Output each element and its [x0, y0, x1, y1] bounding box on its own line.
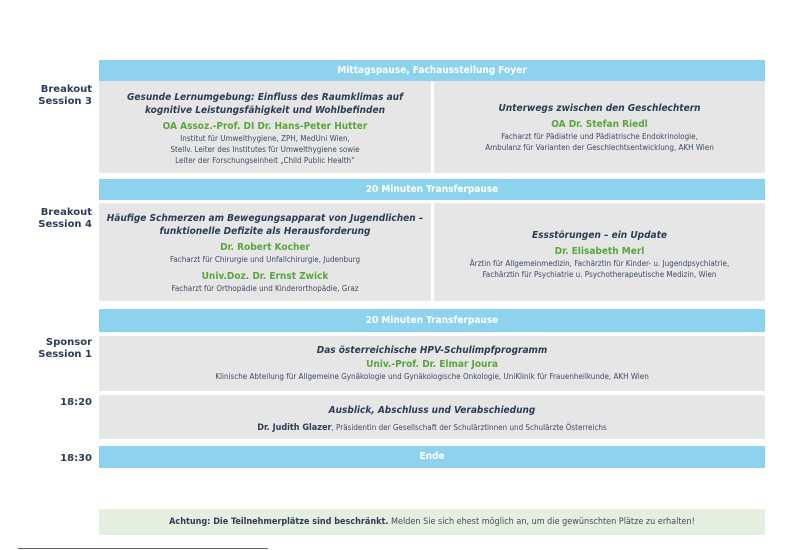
session3-left-description: Institut für Umwelthygiene, ZPH, MedUni Wien, Stellv. Leiter des Institutes für Umwelthygiene sowie Leiter der Forschungseinheit „Child Public Health“: [170, 134, 360, 165]
session3-right-cell: [434, 81, 765, 173]
sponsor-cell: [99, 336, 765, 391]
sponsor-description: Klinische Abteilung für Allgemeine Gynäkologie und Gynäkologische Onkologie, UniKlinik für Frauenheilkunde, AKH Wien: [215, 372, 649, 381]
session4-right-speaker: Dr. Elisabeth Merl: [554, 246, 645, 257]
lunch-break-label: Mittagspause, Fachausstellung Foyer: [337, 65, 527, 76]
session3-left-title: Gesunde Lernumgebung: Einfluss des Raumklimas auf kognitive Leistungsfähigkeit und Wohlbefinden: [127, 92, 403, 116]
session4-left-title: Häufige Schmerzen am Bewegungsapparat von Jugendlichen – funktionelle Defizite als Herausforderung: [106, 213, 424, 237]
session4-left-cell: [99, 203, 431, 301]
session3-right-title: Unterwegs zwischen den Geschlechtern: [498, 103, 701, 114]
registration-notice: [99, 509, 765, 535]
lunch-break-bar: [99, 60, 765, 81]
notice-bold-text: Achtung: Die Teilnehmerplätze sind beschränkt.: [169, 517, 389, 527]
session3-label: Breakout Session 3: [38, 84, 92, 107]
closing-description: , Präsidentin der Gesellschaft der Schulärztinnen und Schulärzte Österreichs: [331, 423, 607, 432]
time-1830: 18:30: [60, 453, 92, 464]
sponsor-title: Das österreichische HPV-Schulimpfprogramm: [316, 345, 548, 356]
session4-left-speaker-1: Dr. Robert Kocher: [220, 242, 310, 253]
session3-right-description: Facharzt für Pädiatrie und Pädiatrische Endokrinologie, Ambulanz für Varianten der Geschlechtsentwicklung, AKH Wien: [485, 132, 714, 152]
transfer-break-bar-1: [99, 179, 765, 200]
session4-left-description-2: Facharzt für Orthopädie und Kinderorthopädie, Graz: [171, 284, 359, 293]
bottom-divider: [18, 548, 268, 549]
session4-right-cell: [434, 203, 765, 301]
session4-right-description: Ärztin für Allgemeinmedizin, Fachärztin für Kinder- u. Jugendpsychiatrie, Fachärztin für Psychiatrie u. Psychotherapeutische Medizin, Wien: [469, 259, 730, 279]
closing-cell: [99, 395, 765, 439]
transfer-break-label-1: 20 Minuten Transferpause: [365, 184, 499, 195]
session4-left-speaker-2: Univ.Doz. Dr. Ernst Zwick: [201, 271, 329, 282]
end-label: Ende: [419, 451, 445, 462]
session3-left-speaker: OA Assoz.-Prof. DI Dr. Hans-Peter Hutter: [162, 121, 368, 132]
transfer-break-label-2: 20 Minuten Transferpause: [365, 315, 499, 326]
transfer-break-bar-2: [99, 309, 765, 332]
end-bar: [99, 446, 765, 468]
session4-left-description-1: Facharzt für Chirurgie und Unfallchirurgie, Judenburg: [169, 255, 361, 264]
session3-left-cell: [99, 81, 431, 173]
session3-right-speaker: OA Dr. Stefan Riedl: [551, 119, 648, 130]
sponsor-speaker: Univ.-Prof. Dr. Elmar Joura: [366, 359, 498, 370]
notice-text: Melden Sie sich ehest möglich an, um die gewünschten Plätze zu erhalten!: [388, 517, 695, 527]
time-1820: 18:20: [60, 397, 92, 408]
closing-speaker: Dr. Judith Glazer: [257, 423, 332, 433]
closing-title: Ausblick, Abschluss und Verabschiedung: [328, 405, 536, 416]
session4-label: Breakout Session 4: [38, 207, 92, 230]
sponsor-session-label: Sponsor Session 1: [38, 337, 92, 360]
session4-right-title: Essstörungen – ein Update: [531, 230, 668, 241]
